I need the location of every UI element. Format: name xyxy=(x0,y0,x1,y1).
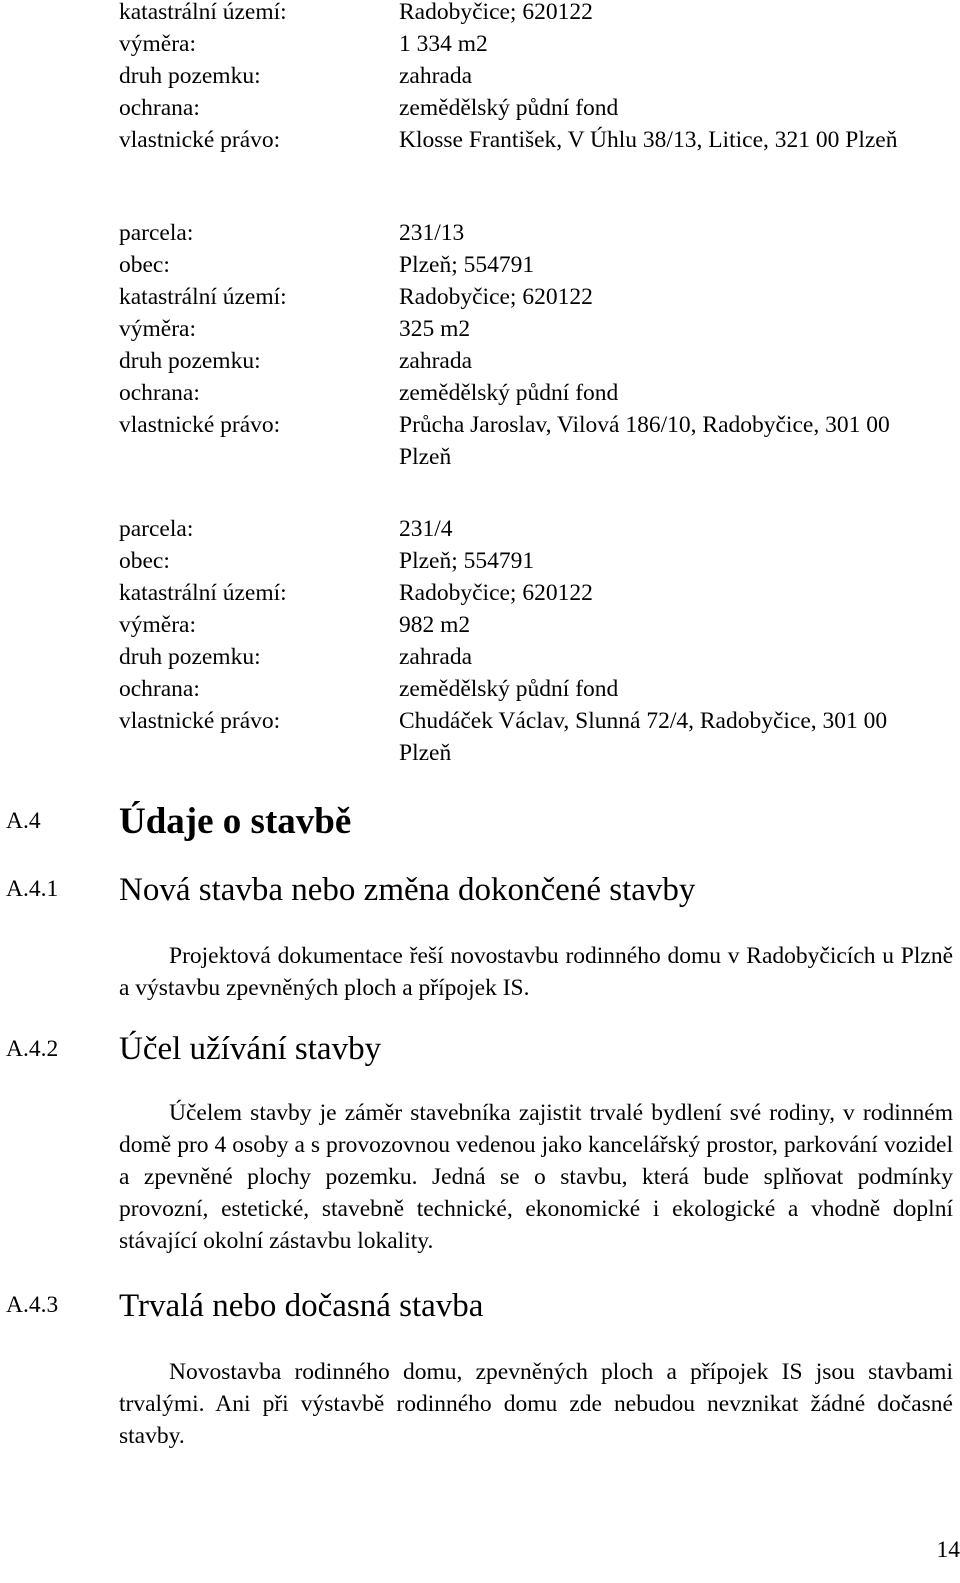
parcel-row xyxy=(119,673,919,705)
parcel-value: Průcha Jaroslav, Vilová 186/10, Radobyčice, 301 00 Plzeň xyxy=(399,412,890,470)
parcel-label: výměra: xyxy=(119,31,196,57)
parcel-label: obec: xyxy=(119,548,170,574)
parcel-label: katastrální území: xyxy=(119,580,287,606)
subsection-title: Účel užívání stavby xyxy=(119,1031,382,1067)
page-number: 14 xyxy=(936,1537,960,1563)
parcel-label: parcela: xyxy=(119,516,194,542)
parcel-label: výměra: xyxy=(119,316,196,342)
parcel-label: vlastnické právo: xyxy=(119,127,281,153)
parcel-label: vlastnické právo: xyxy=(119,412,281,438)
subsection-number: A.4.2 xyxy=(6,1036,59,1062)
parcel-value: zemědělský půdní fond xyxy=(399,95,619,121)
parcel-row xyxy=(119,377,919,409)
parcel-row xyxy=(119,217,919,249)
parcel-label: obec: xyxy=(119,252,170,278)
parcel-row xyxy=(119,577,919,609)
parcel-row xyxy=(119,124,919,188)
parcel-value: 325 m2 xyxy=(399,316,471,342)
parcel-row xyxy=(119,28,919,60)
subsection-number: A.4.1 xyxy=(6,876,59,902)
parcel-value: 231/4 xyxy=(399,516,453,542)
parcel-value: Radobyčice; 620122 xyxy=(399,284,593,310)
parcel-row xyxy=(119,249,919,281)
parcel-value: zahrada xyxy=(399,348,473,374)
parcel-row xyxy=(119,92,919,124)
parcel-value: 1 334 m2 xyxy=(399,31,488,57)
parcel-value: Klosse František, V Úhlu 38/13, Litice, 321 00 Plzeň xyxy=(399,127,898,153)
parcel-label: druh pozemku: xyxy=(119,644,261,670)
parcel-value: Radobyčice; 620122 xyxy=(399,0,593,25)
parcel-label: výměra: xyxy=(119,612,196,638)
parcel-label: ochrana: xyxy=(119,95,200,121)
parcel-row xyxy=(119,60,919,92)
parcel-row xyxy=(119,409,919,473)
parcel-row xyxy=(119,641,919,673)
parcel-value: zemědělský půdní fond xyxy=(399,380,619,406)
parcel-label: ochrana: xyxy=(119,380,200,406)
parcel-row xyxy=(119,281,919,313)
parcel-value: Chudáček Václav, Slunná 72/4, Radobyčice, 301 00 Plzeň xyxy=(399,708,888,766)
parcel-value: Plzeň; 554791 xyxy=(399,252,535,278)
parcel-label: parcela: xyxy=(119,220,194,246)
parcel-row xyxy=(119,313,919,345)
subsection-title: Trvalá nebo dočasná stavba xyxy=(119,1288,484,1324)
subsection-title: Nová stavba nebo změna dokončené stavby xyxy=(119,872,696,908)
parcel-row xyxy=(119,513,919,545)
parcel-row xyxy=(119,0,919,28)
parcel-row xyxy=(119,609,919,641)
parcel-block-3 xyxy=(119,513,919,769)
parcel-value: Radobyčice; 620122 xyxy=(399,580,593,606)
parcel-row xyxy=(119,705,919,769)
parcel-row xyxy=(119,545,919,577)
parcel-label: katastrální území: xyxy=(119,284,287,310)
parcel-block-2 xyxy=(119,217,919,473)
parcel-value: 231/13 xyxy=(399,220,465,246)
parcel-label: druh pozemku: xyxy=(119,348,261,374)
parcel-value: Plzeň; 554791 xyxy=(399,548,535,574)
parcel-label: vlastnické právo: xyxy=(119,708,281,734)
parcel-label: ochrana: xyxy=(119,676,200,702)
parcel-block-1 xyxy=(119,0,919,188)
parcel-value: zahrada xyxy=(399,644,473,670)
section-title: Údaje o stavbě xyxy=(119,801,352,842)
parcel-value: zemědělský půdní fond xyxy=(399,676,619,702)
subsection-paragraph: Účelem stavby je záměr stavebníka zajistit trvalé bydlení své rodiny, v rodinném domě pro 4 osoby a s provozovnou vedenou jako kancelářský prostor, parkování vozidel a zpevněné plochy pozemku. Jedná se o stavbu, která bude splňovat podmínky provozní, estetické, stavebně technické, ekonomické i ekologické a vhodně doplní stávající okolní zástavbu lokality. xyxy=(119,1100,953,1254)
subsection-paragraph: Novostavba rodinného domu, zpevněných ploch a přípojek IS jsou stavbami trvalými. Ani při výstavbě rodinného domu zde nebudou nevznikat žádné dočasné stavby. xyxy=(119,1359,953,1449)
subsection-paragraph: Projektová dokumentace řeší novostavbu rodinného domu v Radobyčicích u Plzně a výstavbu zpevněných ploch a přípojek IS. xyxy=(119,943,953,1001)
section-number: A.4 xyxy=(6,808,41,834)
parcel-value: 982 m2 xyxy=(399,612,471,638)
subsection-number: A.4.3 xyxy=(6,1292,59,1318)
parcel-label: katastrální území: xyxy=(119,0,287,25)
parcel-row xyxy=(119,345,919,377)
parcel-value: zahrada xyxy=(399,63,473,89)
parcel-label: druh pozemku: xyxy=(119,63,261,89)
